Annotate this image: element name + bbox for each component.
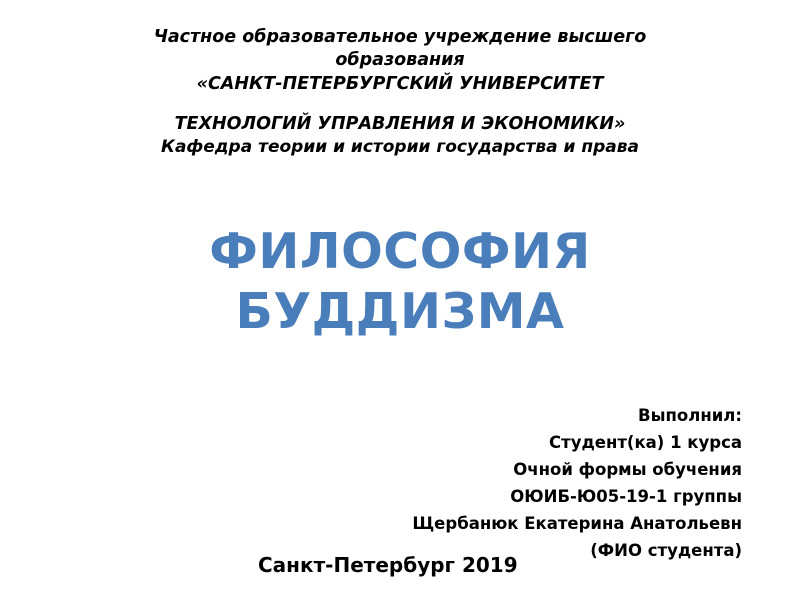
institution-line-3: «САНКТ-ПЕТЕРБУРГСКИЙ УНИВЕРСИТЕТ — [196, 73, 604, 94]
institution-line-1: Частное образовательное учреждение высшего — [153, 27, 647, 47]
heading-spacer — [56, 96, 744, 113]
title-line-1: ФИЛОСОФИЯ — [209, 223, 591, 280]
slide-footer: Санкт-Петербург 2019 — [258, 553, 518, 577]
author-line-2: Очной формы обучения — [513, 460, 742, 480]
author-block — [412, 402, 742, 564]
author-line-3: ОЮИБ-Ю05-19-1 группы — [510, 487, 742, 507]
author-line-4: Щербанюк Екатерина Анатольевн — [412, 514, 742, 534]
institution-line-4: ТЕХНОЛОГИЙ УПРАВЛЕНИЯ И ЭКОНОМИКИ» — [174, 113, 626, 134]
title-line-2: БУДДИЗМА — [235, 282, 565, 340]
author-label: Выполнил: — [638, 406, 742, 425]
author-line-1: Студент(ка) 1 курса — [549, 433, 742, 453]
institution-heading — [0, 26, 800, 159]
slide-title — [0, 222, 800, 342]
department-line: Кафедра теории и истории государства и права — [161, 137, 639, 158]
author-line-5: (ФИО студента) — [590, 541, 742, 561]
institution-line-2: образования — [335, 50, 465, 71]
